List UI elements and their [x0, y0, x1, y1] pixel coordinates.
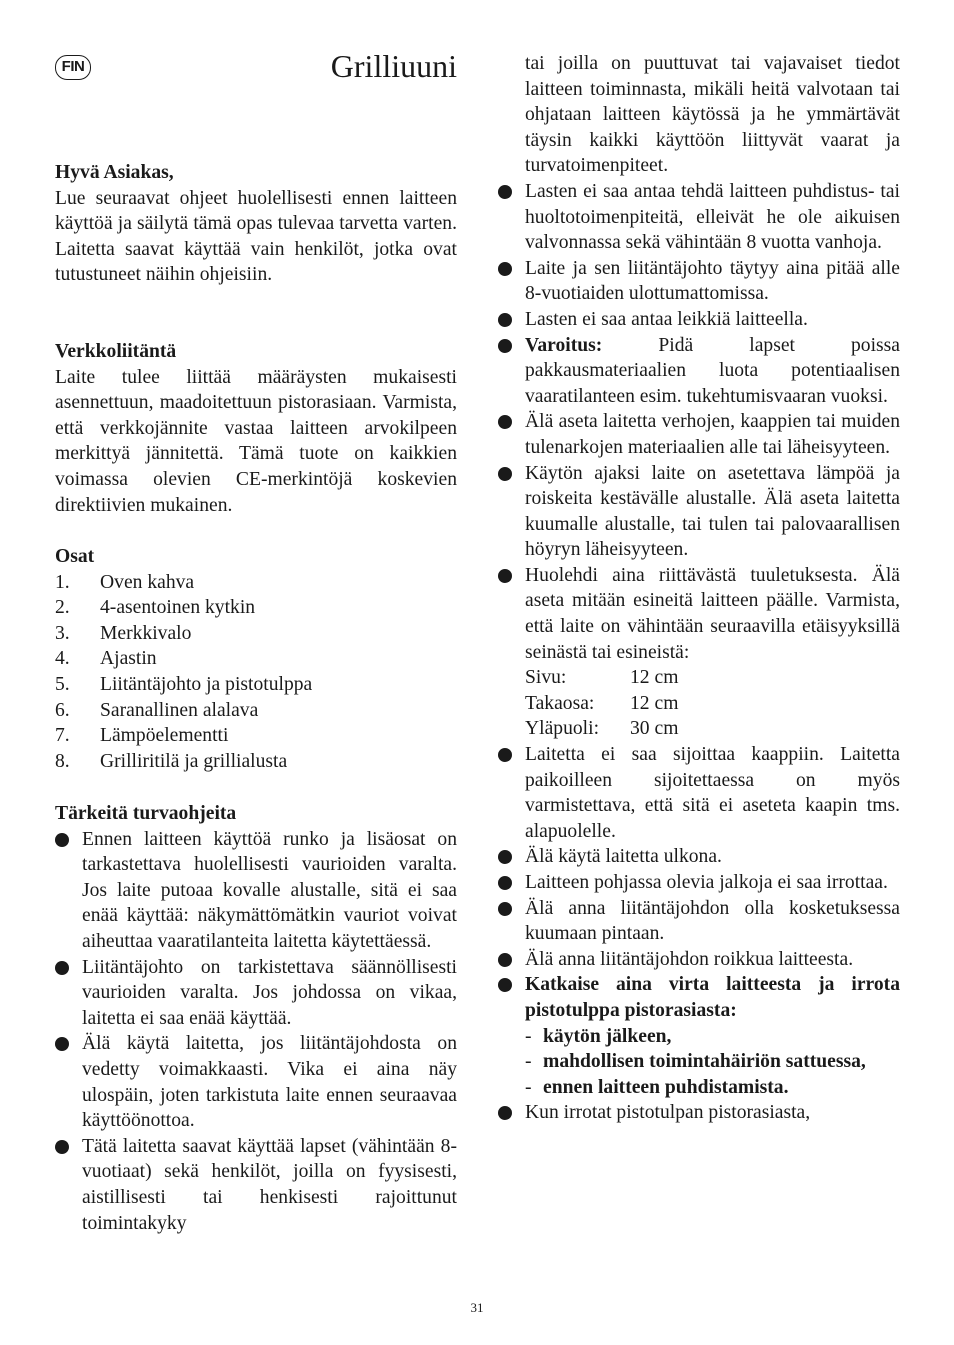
parts-heading: Osat — [55, 546, 95, 567]
list-item — [498, 1100, 900, 1126]
list-item — [55, 672, 457, 698]
distance-label: Sivu: — [525, 667, 567, 689]
list-item — [498, 742, 900, 844]
safety-list-right — [498, 179, 900, 1126]
item-number: 6. — [55, 699, 70, 721]
safety-heading: Tärkeitä turvaohjeita — [55, 803, 237, 824]
safety-list-left — [55, 827, 457, 1237]
warning-text: Pidä lapset poissa pakkausmateriaalien luota potentiaalisen vaaratilanteen esim. tukehtumisvaaran vuoksi. — [525, 334, 900, 407]
list-item — [498, 947, 900, 973]
bullet-icon — [498, 978, 512, 992]
list-item — [498, 256, 900, 307]
item-number: 2. — [55, 597, 70, 619]
case-text: mahdollisen toimintahäiriön sattuessa, — [543, 1051, 866, 1073]
list-item — [55, 595, 457, 621]
ventilation-item — [498, 563, 900, 742]
safety-section — [55, 801, 457, 1236]
item-label: Merkkivalo — [100, 622, 192, 644]
list-item — [498, 179, 900, 256]
item-text: Älä käytä laitetta, jos liitäntäjohdosta on vedetty voimakkaasti. Vika ei aina näy ulospäin, joten tarkistuta laite ennen seuraavaa käyttöönottoa. — [82, 1033, 457, 1132]
continued-text: tai joilla on puuttuvat tai vajavaiset tiedot laitteen toiminnasta, mikäli heitä valvotaan tai ohjataan laitteen käytössä ja he ymmärtävät täysin kaikki käyttöön liittyvät vaarat ja turvatoimenpiteet. — [525, 53, 900, 177]
item-number: 7. — [55, 725, 70, 747]
item-text: Lasten ei saa antaa tehdä laitteen puhdistus- tai huoltotoimenpiteitä, elleivät he ole aikuisen valvonnassa sekä vähintään 8 vuotta vanhoja. — [525, 180, 900, 254]
page-number: 31 — [470, 1300, 484, 1315]
case-text: käytön jälkeen, — [543, 1025, 672, 1047]
distance-row — [525, 691, 900, 717]
item-text: Laitetta ei saa sijoittaa kaappiin. Laitetta paikoilleen sijoitettaessa on myös varmistettava, että sitä ei aseteta kaapin tms. alapuolelle. — [525, 744, 900, 842]
bullet-icon — [55, 1140, 69, 1154]
item-text: Laite ja sen liitäntäjohto täytyy aina pitää alle 8-vuotiaiden ulottumattomissa. — [525, 257, 900, 305]
bullet-icon — [498, 415, 512, 429]
item-text: Älä anna liitäntäjohdon olla kosketuksessa kuumaan pintaan. — [525, 897, 900, 945]
bullet-icon — [498, 185, 512, 199]
parts-section — [55, 544, 457, 774]
mains-text: Laite tulee liittää määräysten mukaisesti asennettuun, maadoitettuun pistorasiaan. Varmista, että verkkojännite vastaa laitteen arvokilpeen merkittyä jännitettä. Tämä tuote on kaikkien voimassa olevien CE-merkintöjä koskevien direktiivien mukainen. — [55, 366, 457, 516]
list-item — [55, 1031, 457, 1133]
distance-value: 12 cm — [630, 667, 679, 689]
list-item — [498, 844, 900, 870]
bullet-icon — [498, 569, 512, 583]
list-item — [498, 307, 900, 333]
item-label: Liitäntäjohto ja pistotulppa — [100, 673, 313, 695]
list-item — [55, 723, 457, 749]
distance-label: Yläpuoli: — [525, 718, 600, 740]
greeting-section — [55, 160, 457, 288]
item-text: Älä käytä laitetta ulkona. — [525, 846, 722, 868]
unplug-cases — [525, 1024, 900, 1101]
distance-row — [525, 716, 900, 742]
greeting-heading: Hyvä Asiakas, — [55, 162, 174, 183]
bullet-icon — [498, 876, 512, 890]
list-item — [498, 896, 900, 947]
item-number: 3. — [55, 622, 70, 644]
item-label: Oven kahva — [100, 571, 195, 593]
item-text: Laitteen pohjassa olevia jalkoja ei saa irrottaa. — [525, 872, 888, 893]
item-number: 4. — [55, 648, 70, 670]
item-text: Kun irrotat pistotulpan pistorasiasta, — [525, 1102, 811, 1124]
warning-item — [498, 333, 900, 410]
distance-value: 12 cm — [630, 692, 679, 714]
item-label: Ajastin — [100, 648, 157, 670]
item-label: Saranallinen alalava — [100, 699, 259, 721]
item-text: Liitäntäjohto on tarkistettava säännöllisesti vaurioiden varalta. Jos johdossa on vikaa, laitetta ei saa enää käyttää. — [82, 956, 457, 1029]
list-item — [498, 461, 900, 563]
bullet-icon — [55, 961, 69, 975]
greeting-text: Lue seuraavat ohjeet huolellisesti ennen laitteen käyttöä ja säilytä tämä opas tulevaa tarvetta varten. Laitetta saavat käyttää vain henkilöt, jotka ovat tutustuneet näihin ohjeisiin. — [55, 187, 457, 286]
bullet-icon — [498, 902, 512, 916]
case-text: ennen laitteen puhdistamista. — [543, 1076, 789, 1098]
distance-list — [525, 665, 900, 742]
item-text: Käytön ajaksi laite on asetettava lämpöä ja roiskeita kestävälle alustalle. Älä aseta laitetta kuumalle alustalle, tai tulen tai palovaarallisen höyryn läheisyyteen. — [525, 462, 900, 561]
item-text: Älä anna liitäntäjohdon roikkua laitteesta. — [525, 948, 854, 970]
item-label: Lämpöelementti — [100, 725, 229, 747]
dash-icon: - — [525, 1025, 532, 1047]
bullet-icon — [498, 953, 512, 967]
list-item — [55, 646, 457, 672]
item-number: 8. — [55, 750, 70, 772]
unplug-case — [525, 1075, 900, 1101]
item-label: 4-asentoinen kytkin — [100, 597, 256, 619]
bullet-icon — [498, 313, 512, 327]
dash-icon: - — [525, 1051, 532, 1073]
unplug-text: Katkaise aina virta laitteesta ja irrota pistotulppa pistorasiasta: — [525, 974, 900, 1021]
list-item — [55, 749, 457, 775]
item-text: Huolehdi aina riittävästä tuuletuksesta. Älä aseta mitään esineitä laitteen päälle. Varmista, että laite on vähintään seuraavilla etäisyyksillä seinästä tai esineistä: — [525, 564, 900, 663]
parts-list — [55, 570, 457, 775]
dash-icon: - — [525, 1076, 532, 1098]
item-label: Grilliritilä ja grillialusta — [100, 750, 288, 772]
bullet-icon — [55, 1037, 69, 1051]
list-item — [55, 1134, 457, 1236]
item-text: Tätä laitetta saavat käyttää lapset (vähintään 8-vuotiaat) sekä henkilöt, joilla on fyysisesti, aistillisesti tai henkisesti rajoittunut toimintakyky — [82, 1135, 457, 1234]
list-item — [55, 955, 457, 1032]
list-item — [498, 870, 900, 896]
page-title: Grilliuuni — [330, 48, 457, 84]
item-number: 5. — [55, 673, 70, 695]
bullet-icon — [498, 850, 512, 864]
bullet-icon — [498, 262, 512, 276]
list-item — [55, 698, 457, 724]
distance-row — [525, 665, 900, 691]
item-text: Ennen laitteen käyttöä runko ja lisäosat on tarkastettava huolellisesti vaurioiden varalta. Jos laite putoaa kovalle alustalle, sitä ei saa enää käyttää: näkymättömätkin vauriot voivat aiheuttaa vaaratilanteita laitetta käytettäessä. — [82, 828, 457, 952]
bullet-icon — [498, 467, 512, 481]
mains-heading: Verkkoliitäntä — [55, 341, 177, 362]
distance-label: Takaosa: — [525, 692, 595, 714]
item-number: 1. — [55, 571, 70, 593]
unplug-item — [498, 972, 900, 1100]
item-text: Lasten ei saa antaa leikkiä laitteella. — [525, 308, 808, 330]
bullet-icon — [498, 339, 512, 353]
language-badge: FIN — [55, 55, 91, 80]
bullet-icon — [498, 1106, 512, 1120]
item-text: Älä aseta laitetta verhojen, kaappien tai muiden tulenarkojen materiaalien alle tai läheisyyteen. — [525, 411, 900, 458]
bullet-icon — [498, 748, 512, 762]
list-item — [55, 827, 457, 955]
warning-label: Varoitus: — [525, 334, 603, 356]
safety-section-continued — [498, 51, 900, 1126]
distance-value: 30 cm — [630, 718, 679, 740]
bullet-icon — [55, 833, 69, 847]
list-item — [55, 621, 457, 647]
list-item — [498, 409, 900, 460]
unplug-case — [525, 1024, 900, 1050]
list-item — [55, 570, 457, 596]
unplug-case — [525, 1049, 900, 1075]
mains-section — [55, 339, 457, 518]
